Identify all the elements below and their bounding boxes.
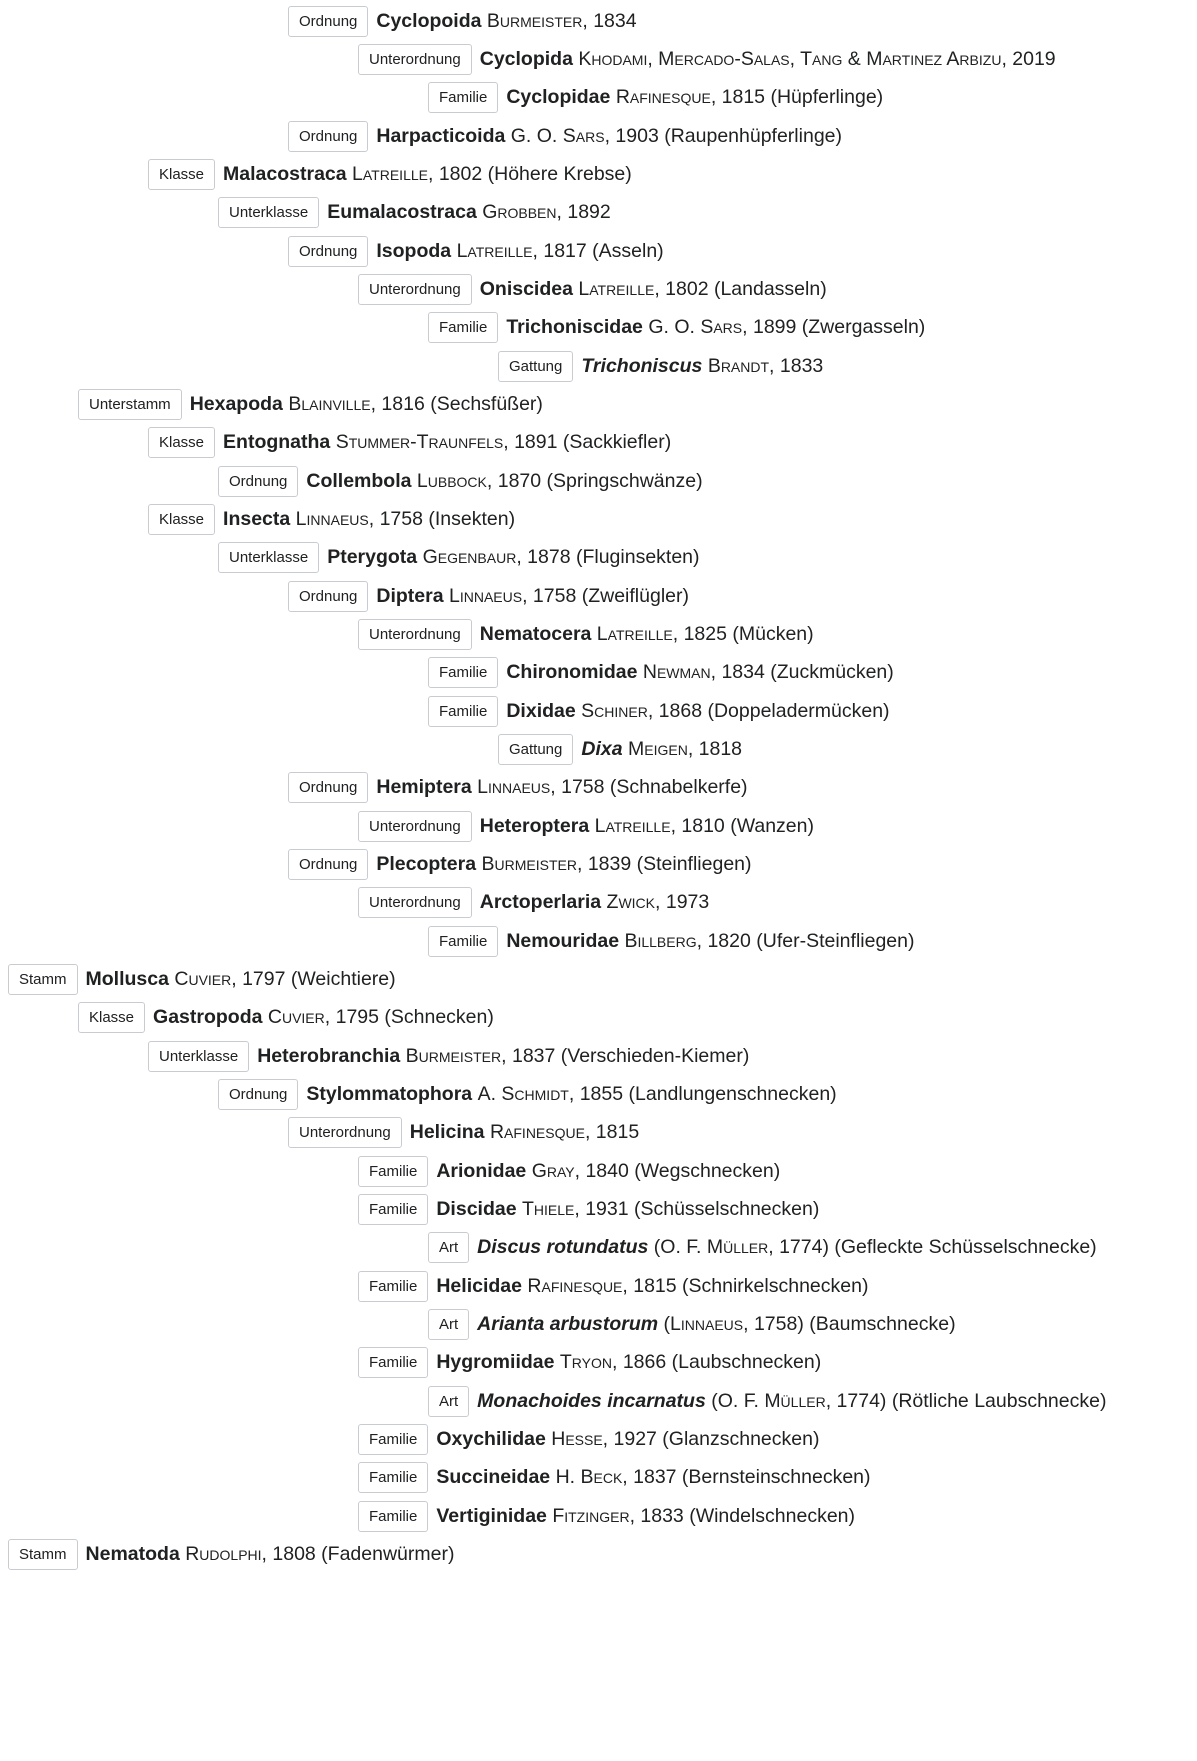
taxon-row: [0, 1422, 819, 1458]
taxon-row: [0, 731, 742, 767]
taxon-year-common-name: , 1774) (Gefleckte Schüsselschnecke): [768, 1236, 1097, 1259]
taxon-author: Latreille: [456, 239, 533, 262]
taxon-year-common-name: , 1878 (Fluginsekten): [516, 546, 700, 569]
taxon-author: Gegenbaur: [422, 546, 517, 569]
taxon-row: [0, 1383, 1106, 1419]
taxon-label: [506, 316, 925, 339]
taxon-label: [506, 930, 914, 953]
taxon-year-common-name: , 1855 (Landlungenschnecken): [568, 1083, 837, 1106]
taxon-year-common-name: , 1774) (Rötliche Laubschnecke): [825, 1389, 1107, 1412]
taxon-row: [0, 310, 925, 346]
taxon-name[interactable]: Hexapoda: [189, 392, 283, 415]
rank-badge: Ordnung: [288, 121, 368, 152]
taxon-row: [0, 770, 748, 806]
taxon-label: [477, 1236, 1096, 1259]
taxon-name[interactable]: Arianta arbustorum: [477, 1313, 659, 1336]
taxon-year-common-name: , 1899 (Zwergasseln): [742, 316, 926, 339]
taxon-year-common-name: , 1758 (Zweiflügler): [522, 584, 689, 607]
taxon-row: [0, 1000, 494, 1036]
taxon-author: (O. F. Müller: [653, 1236, 769, 1259]
taxon-label: [306, 470, 702, 493]
taxon-label: [480, 623, 814, 646]
taxon-label: [376, 240, 663, 263]
taxon-year-common-name: , 1840 (Wegschnecken): [574, 1159, 781, 1182]
taxon-row: [0, 1345, 821, 1381]
taxon-label: [506, 661, 893, 684]
taxon-year-common-name: , 1815: [584, 1121, 640, 1144]
taxon-name[interactable]: Cyclopoida: [376, 9, 482, 32]
taxon-label: [376, 853, 751, 876]
rank-badge: Unterordnung: [358, 887, 472, 918]
taxon-author: Gray: [531, 1159, 575, 1182]
taxon-author: (O. F. Müller: [711, 1389, 826, 1412]
taxon-label: [506, 86, 883, 109]
taxon-label: [257, 1045, 749, 1068]
taxon-name[interactable]: Discus rotundatus: [477, 1236, 649, 1259]
taxon-label: [376, 776, 747, 799]
taxon-row: [0, 1268, 868, 1304]
taxon-row: [0, 655, 894, 691]
taxon-label: [436, 1351, 821, 1374]
taxon-label: [436, 1466, 870, 1489]
taxon-name[interactable]: Monachoides incarnatus: [477, 1389, 706, 1412]
rank-badge: Gattung: [498, 351, 573, 382]
taxon-row: [0, 846, 752, 882]
rank-badge: Klasse: [148, 427, 215, 458]
rank-badge: Unterordnung: [358, 619, 472, 650]
taxon-name[interactable]: Nemouridae: [506, 929, 620, 952]
taxon-name[interactable]: Cyclopidae: [506, 86, 611, 109]
rank-badge: Familie: [428, 312, 498, 343]
taxon-year-common-name: , 1834 (Zuckmücken): [710, 661, 894, 684]
taxon-year-common-name: , 1891 (Sackkiefler): [503, 431, 672, 454]
taxon-label: [477, 1313, 955, 1336]
taxon-row: [0, 41, 1056, 77]
taxon-author: Grobben: [482, 201, 557, 224]
taxon-year-common-name: , 1758 (Insekten): [368, 507, 516, 530]
taxon-year-common-name: , 1817 (Asseln): [532, 239, 664, 262]
taxon-year-common-name: , 1833: [769, 354, 824, 377]
taxon-year-common-name: , 1973: [655, 891, 710, 914]
taxon-label: [327, 201, 611, 224]
taxon-year-common-name: , 1758 (Schnabelkerfe): [550, 776, 748, 799]
taxon-author: Burmeister: [481, 852, 577, 875]
taxon-year-common-name: , 1837 (Bernsteinschnecken): [622, 1466, 871, 1489]
rank-badge: Art: [428, 1309, 469, 1340]
taxon-author: Stummer-Traunfels: [335, 431, 504, 454]
taxon-author: Blainville: [288, 392, 371, 415]
taxon-author: Burmeister: [405, 1044, 502, 1067]
taxon-row: [0, 885, 709, 921]
taxon-row: [0, 1230, 1097, 1266]
taxon-name[interactable]: Insecta: [223, 507, 291, 530]
taxon-label: [223, 508, 515, 531]
rank-badge: Art: [428, 1232, 469, 1263]
rank-badge: Ordnung: [288, 236, 368, 267]
taxon-name[interactable]: Mollusca: [85, 968, 169, 990]
taxon-label: [190, 393, 543, 416]
taxon-row: [0, 1153, 780, 1189]
taxon-row: [0, 271, 827, 307]
taxon-row: [0, 156, 632, 192]
rank-badge: Stamm: [8, 1539, 78, 1570]
taxon-row: [0, 962, 396, 998]
taxon-label: [86, 968, 396, 991]
rank-badge: Klasse: [148, 504, 215, 535]
taxon-year-common-name: , 1815 (Schnirkelschnecken): [622, 1274, 869, 1297]
taxon-author: Tryon: [559, 1351, 612, 1374]
taxon-row: [0, 233, 664, 269]
taxon-author: A. Schmidt: [477, 1083, 569, 1106]
rank-badge: Ordnung: [288, 849, 368, 880]
taxon-row: [0, 1192, 819, 1228]
taxon-author: Brandt: [707, 354, 770, 377]
taxon-author: Lubbock: [416, 469, 487, 492]
taxon-author: H. Beck: [555, 1466, 623, 1489]
taxon-row: [0, 1038, 749, 1074]
taxon-row: [0, 616, 814, 652]
taxon-author: Zwick: [606, 891, 656, 914]
taxon-year-common-name: , 1815 (Hüpferlinge): [710, 86, 884, 109]
taxon-label: [436, 1505, 855, 1528]
taxon-author: Meigen: [628, 737, 688, 760]
taxon-label: [306, 1083, 836, 1106]
rank-badge: Familie: [358, 1194, 428, 1225]
taxon-name[interactable]: Discidae: [436, 1198, 517, 1221]
taxon-year-common-name: , 1795 (Schnecken): [324, 1006, 494, 1029]
taxon-label: [477, 1390, 1106, 1413]
rank-badge: Ordnung: [288, 772, 368, 803]
taxon-name[interactable]: Nematoda: [85, 1543, 180, 1566]
taxon-author: Newman: [642, 661, 711, 684]
taxon-row: [0, 1460, 871, 1496]
taxon-name[interactable]: Hygromiidae: [436, 1351, 555, 1374]
taxon-author: Rudolphi: [185, 1543, 262, 1566]
taxon-row: [0, 1498, 855, 1534]
taxon-label: [376, 10, 636, 33]
taxon-label: [480, 48, 1056, 71]
taxon-row: [0, 195, 611, 231]
rank-badge: Familie: [428, 696, 498, 727]
taxon-label: [480, 278, 827, 301]
taxon-author: Linnaeus: [477, 776, 551, 799]
taxon-author: Latreille: [352, 162, 428, 185]
taxon-row: [0, 808, 814, 844]
taxon-author: Latreille: [594, 814, 671, 837]
taxon-year-common-name: , 1868 (Doppeladermücken): [647, 699, 890, 722]
taxon-author: G. O. Sars: [510, 124, 605, 147]
taxon-author: Khodami, Mercado-Salas, Tang & Martinez Arbizu: [578, 47, 1002, 70]
taxon-row: [0, 923, 915, 959]
taxon-name[interactable]: Succineidae: [436, 1466, 551, 1489]
taxon-row: [0, 425, 671, 461]
rank-badge: Unterordnung: [358, 44, 472, 75]
rank-badge: Unterordnung: [288, 1117, 402, 1148]
taxon-name[interactable]: Oniscidea: [479, 277, 573, 300]
taxon-year-common-name: , 1825 (Mücken): [672, 622, 814, 645]
taxon-name[interactable]: Vertiginidae: [436, 1504, 547, 1527]
rank-badge: Unterordnung: [358, 274, 472, 305]
taxon-label: [223, 431, 671, 454]
rank-badge: Unterklasse: [218, 197, 319, 228]
taxon-author: G. O. Sars: [648, 316, 743, 339]
taxon-name[interactable]: Harpacticoida: [376, 124, 506, 147]
taxon-author: Schiner: [581, 699, 648, 722]
taxon-label: [436, 1275, 868, 1298]
taxon-name[interactable]: Trichoniscus: [581, 354, 703, 377]
taxon-year-common-name: , 1892: [556, 201, 611, 224]
taxon-year-common-name: , 1808 (Fadenwürmer): [261, 1543, 455, 1566]
taxon-name[interactable]: Gastropoda: [153, 1006, 263, 1029]
taxon-year-common-name: , 1839 (Steinfliegen): [576, 852, 752, 875]
taxon-author: Linnaeus: [448, 584, 523, 607]
taxon-row: [0, 578, 689, 614]
taxon-label: [376, 585, 689, 608]
taxon-name[interactable]: Arionidae: [436, 1159, 527, 1182]
rank-badge: Gattung: [498, 734, 573, 765]
taxon-label: [327, 546, 699, 569]
taxon-row: [0, 463, 703, 499]
rank-badge: Klasse: [148, 159, 215, 190]
taxon-year-common-name: , 1802 (Landasseln): [654, 277, 827, 300]
taxon-row: [0, 3, 637, 39]
taxon-row: [0, 693, 890, 729]
rank-badge: Klasse: [78, 1002, 145, 1033]
taxon-year-common-name: , 1834: [582, 9, 637, 32]
taxon-label: [376, 125, 842, 148]
taxon-name[interactable]: Stylommatophora: [306, 1083, 473, 1106]
taxon-name[interactable]: Cyclopida: [479, 47, 573, 70]
taxon-row: [0, 118, 842, 154]
taxon-name[interactable]: Malacostraca: [223, 162, 347, 185]
taxon-year-common-name: , 1802 (Höhere Krebse): [427, 162, 632, 185]
taxon-label: [410, 1121, 639, 1144]
rank-badge: Familie: [428, 926, 498, 957]
rank-badge: Familie: [358, 1462, 428, 1493]
taxon-name[interactable]: Dixa: [581, 737, 623, 760]
taxon-name[interactable]: Pterygota: [327, 546, 418, 569]
rank-badge: Unterordnung: [358, 811, 472, 842]
taxon-name[interactable]: Trichoniscidae: [506, 316, 643, 339]
taxon-name[interactable]: Helicidae: [436, 1274, 522, 1297]
taxon-name[interactable]: Nematocera: [479, 622, 592, 645]
taxon-author: Cuvier: [174, 968, 232, 990]
taxon-name[interactable]: Entognatha: [223, 431, 331, 454]
taxon-name[interactable]: Isopoda: [376, 239, 452, 262]
taxon-row: [0, 80, 883, 116]
taxon-label: [581, 355, 823, 378]
taxon-year-common-name: , 1758) (Baumschnecke): [743, 1313, 956, 1336]
taxon-name[interactable]: Oxychilidae: [436, 1428, 546, 1451]
taxon-name[interactable]: Dixidae: [506, 699, 576, 722]
taxon-author: Rafinesque: [527, 1274, 623, 1297]
taxon-row: [0, 540, 700, 576]
taxon-name[interactable]: Chironomidae: [506, 661, 638, 684]
taxon-name[interactable]: Helicina: [409, 1121, 485, 1144]
taxon-name[interactable]: Diptera: [376, 584, 444, 607]
rank-badge: Familie: [358, 1271, 428, 1302]
rank-badge: Familie: [428, 82, 498, 113]
taxon-row: [0, 348, 823, 384]
taxon-label: [223, 163, 632, 186]
taxon-row: [0, 1077, 837, 1113]
taxon-name[interactable]: Collembola: [306, 469, 412, 492]
taxon-label: [436, 1160, 780, 1183]
taxon-label: [436, 1428, 819, 1451]
taxon-author: Latreille: [578, 277, 655, 300]
rank-badge: Familie: [358, 1347, 428, 1378]
taxon-year-common-name: , 1903 (Raupenhüpferlinge): [604, 124, 842, 147]
rank-badge: Unterklasse: [218, 542, 319, 573]
taxon-author: Burmeister: [486, 9, 583, 32]
taxon-name[interactable]: Hemiptera: [376, 776, 472, 799]
rank-badge: Familie: [428, 657, 498, 688]
rank-badge: Ordnung: [288, 581, 368, 612]
rank-badge: Familie: [358, 1501, 428, 1532]
rank-badge: Familie: [358, 1156, 428, 1187]
taxon-label: [581, 738, 742, 761]
taxon-author: Rafinesque: [489, 1121, 585, 1144]
taxon-author: Latreille: [596, 622, 673, 645]
rank-badge: Unterklasse: [148, 1041, 249, 1072]
taxon-year-common-name: , 1820 (Ufer-Steinfliegen): [696, 929, 915, 952]
taxon-name[interactable]: Plecoptera: [376, 852, 477, 875]
rank-badge: Ordnung: [218, 1079, 298, 1110]
taxon-row: [0, 1537, 454, 1573]
taxon-year-common-name: , 2019: [1001, 47, 1056, 70]
taxon-row: [0, 501, 515, 537]
taxon-label: [480, 815, 814, 838]
taxon-name[interactable]: Eumalacostraca: [327, 201, 477, 224]
taxon-year-common-name: , 1837 (Verschieden-Kiemer): [501, 1044, 750, 1067]
taxon-author: Hesse: [551, 1428, 603, 1451]
rank-badge: Familie: [358, 1424, 428, 1455]
taxon-year-common-name: , 1866 (Laubschnecken): [612, 1351, 822, 1374]
taxon-label: [436, 1198, 819, 1221]
taxon-author: Linnaeus: [295, 507, 369, 530]
taxon-year-common-name: , 1927 (Glanzschnecken): [602, 1428, 820, 1451]
taxon-name[interactable]: Heterobranchia: [257, 1044, 401, 1067]
taxon-year-common-name: , 1931 (Schüsselschnecken): [574, 1198, 820, 1221]
taxon-year-common-name: , 1833 (Windelschnecken): [629, 1504, 856, 1527]
taxon-name[interactable]: Heteroptera: [479, 814, 590, 837]
taxon-year-common-name: , 1797 (Weichtiere): [231, 968, 396, 990]
taxon-row: [0, 386, 543, 422]
rank-badge: Ordnung: [218, 466, 298, 497]
taxon-year-common-name: , 1818: [687, 737, 743, 760]
taxon-year-common-name: , 1870 (Springschwänze): [486, 469, 703, 492]
taxon-author: Cuvier: [267, 1006, 325, 1029]
taxon-label: [506, 700, 889, 723]
rank-badge: Art: [428, 1386, 469, 1417]
taxon-author: Billberg: [624, 929, 697, 952]
taxon-year-common-name: , 1816 (Sechsfüßer): [370, 392, 543, 415]
taxon-author: Fitzinger: [552, 1504, 630, 1527]
taxon-label: [153, 1006, 494, 1029]
taxon-author: (Linnaeus: [663, 1313, 744, 1336]
taxon-author: Rafinesque: [615, 86, 711, 109]
taxon-row: [0, 1115, 639, 1151]
taxon-year-common-name: , 1810 (Wanzen): [670, 814, 814, 837]
rank-badge: Ordnung: [288, 6, 368, 37]
taxon-name[interactable]: Arctoperlaria: [479, 891, 602, 914]
taxon-author: Thiele: [521, 1198, 575, 1221]
rank-badge: Stamm: [8, 964, 78, 995]
taxon-label: [86, 1543, 455, 1566]
taxon-label: [480, 891, 710, 914]
taxon-row: [0, 1307, 956, 1343]
rank-badge: Unterstamm: [78, 389, 182, 420]
